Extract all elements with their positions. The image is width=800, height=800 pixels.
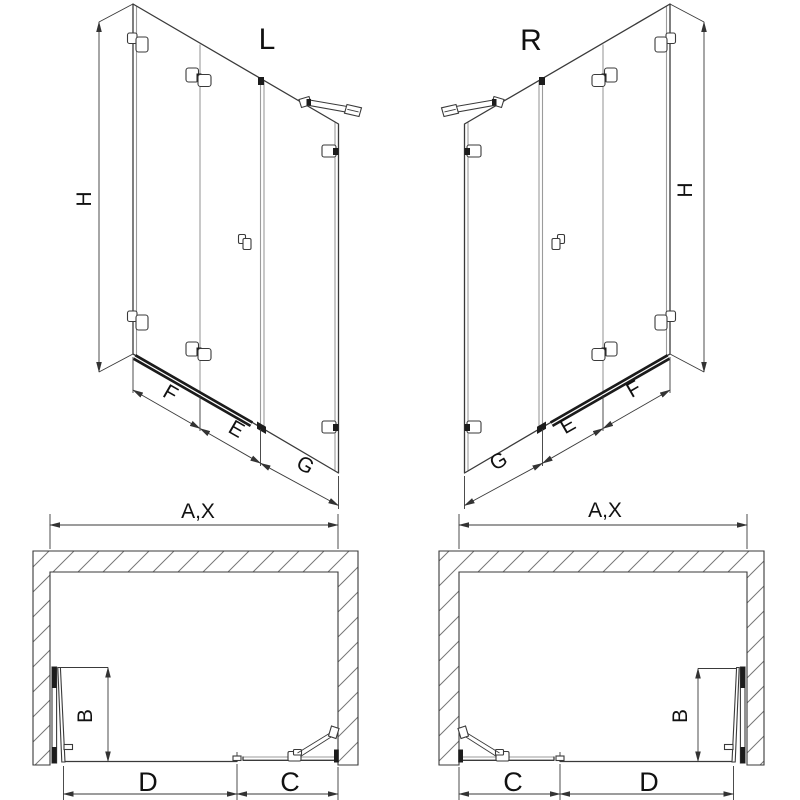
- plan-fittings-right: [458, 667, 745, 800]
- wall-hatch: [439, 551, 764, 765]
- dim-label-f-right: F: [622, 376, 646, 403]
- wall-hatch: [33, 551, 358, 765]
- dim-label-d-right: D: [639, 767, 659, 797]
- fold-hinge-icon: [186, 342, 211, 361]
- dim-label-ax-right: A,X: [588, 499, 622, 522]
- dim-label-c-right: C: [503, 767, 523, 797]
- dim-label-f-left: F: [158, 380, 182, 407]
- dim-label-e-right: E: [555, 411, 580, 439]
- plan-view-left: [33, 514, 358, 765]
- dim-label-ax-left: A,X: [181, 500, 215, 523]
- dim-label-d-left: D: [138, 767, 158, 797]
- door-handle: [64, 745, 73, 750]
- clamp-icon: [322, 421, 339, 433]
- knob-icon: [239, 235, 252, 250]
- variant-label-left: L: [258, 23, 276, 56]
- bar-wall-mount: [329, 726, 340, 739]
- dim-label-g-right: G: [485, 447, 512, 476]
- panel-junction-foot: [257, 422, 266, 435]
- variant-label-right: R: [520, 24, 542, 57]
- bottom-rail-highlight: [135, 357, 252, 424]
- dim-label-e-left: E: [224, 415, 249, 443]
- dim-label-b-left: B: [74, 708, 97, 724]
- dim-label-g-left: G: [292, 451, 319, 480]
- plan-view-right: [439, 514, 764, 765]
- hinge-icon: [128, 311, 149, 330]
- door-profile-top: [52, 667, 57, 688]
- hinge-icon: [128, 33, 149, 52]
- clamp-icon: [322, 145, 339, 157]
- door-profile-bottom: [52, 747, 57, 763]
- extension-lines: [99, 4, 339, 509]
- dim-label-h-right: H: [674, 182, 697, 198]
- panel-end-cap: [233, 756, 241, 761]
- wall-profile: [334, 750, 339, 763]
- dim-label-c-left: C: [280, 767, 300, 797]
- bar-joint: [294, 750, 302, 756]
- dim-label-b-right: B: [669, 708, 692, 724]
- dim-label-h-left: H: [73, 191, 96, 207]
- fold-hinge-icon: [186, 68, 211, 87]
- panel-junction-cap: [258, 77, 264, 85]
